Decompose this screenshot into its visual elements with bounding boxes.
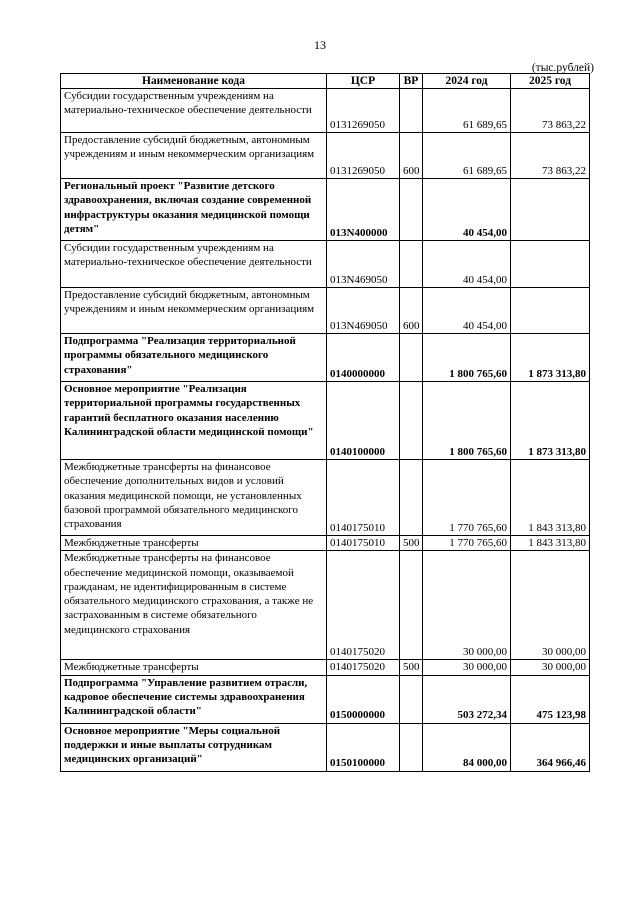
row-name: Предоставление субсидий бюджетным, автономным учреждениям и иным некоммерческим организациям xyxy=(61,133,327,179)
row-2025 xyxy=(511,288,590,334)
row-csr: 0150000000 xyxy=(327,675,400,723)
header-2025: 2025 год xyxy=(511,74,590,89)
header-vr: ВР xyxy=(400,74,423,89)
row-csr: 013N469050 xyxy=(327,288,400,334)
row-csr: 013N469050 xyxy=(327,241,400,288)
table-row xyxy=(61,382,590,460)
row-2025: 30 000,00 xyxy=(511,551,590,660)
page-number: 13 xyxy=(314,38,326,52)
row-vr xyxy=(400,334,423,382)
row-2024: 1 770 765,60 xyxy=(423,460,511,536)
row-csr: 0140175010 xyxy=(327,536,400,551)
header-csr: ЦСР xyxy=(327,74,400,89)
row-2025: 364 966,46 xyxy=(511,723,590,771)
row-vr xyxy=(400,89,423,133)
row-2024: 30 000,00 xyxy=(423,660,511,675)
row-2025: 1 873 313,80 xyxy=(511,382,590,460)
table-row xyxy=(61,241,590,288)
row-2025 xyxy=(511,241,590,288)
row-2024: 1 800 765,60 xyxy=(423,334,511,382)
row-vr xyxy=(400,241,423,288)
row-2024: 40 454,00 xyxy=(423,179,511,241)
row-2024: 40 454,00 xyxy=(423,288,511,334)
row-2024: 1 770 765,60 xyxy=(423,536,511,551)
row-vr: 600 xyxy=(400,288,423,334)
row-vr xyxy=(400,179,423,241)
row-2024: 1 800 765,60 xyxy=(423,382,511,460)
table-row xyxy=(61,133,590,179)
row-csr: 0140175010 xyxy=(327,460,400,536)
row-vr xyxy=(400,723,423,771)
row-csr: 013N400000 xyxy=(327,179,400,241)
row-name: Межбюджетные трансферты на финансовое обеспечение медицинской помощи, оказываемой гражданам, не идентифицированным в системе обязательного медицинского страхования, а также не застрахованным в системе обязательного медицинского страхования xyxy=(61,551,327,660)
table-row xyxy=(61,675,590,723)
row-name: Межбюджетные трансферты xyxy=(61,660,327,675)
table-row xyxy=(61,536,590,551)
row-csr: 0131269050 xyxy=(327,133,400,179)
row-name: Предоставление субсидий бюджетным, автономным учреждениям и иным некоммерческим организациям xyxy=(61,288,327,334)
table-row xyxy=(61,179,590,241)
row-csr: 0140100000 xyxy=(327,382,400,460)
row-2025: 1 873 313,80 xyxy=(511,334,590,382)
row-name: Субсидии государственным учреждениям на материально-техническое обеспечение деятельности xyxy=(61,89,327,133)
row-vr: 500 xyxy=(400,660,423,675)
table-row xyxy=(61,660,590,675)
row-vr xyxy=(400,551,423,660)
row-csr: 0150100000 xyxy=(327,723,400,771)
row-name: Основное мероприятие "Реализация территориальной программы государственных гарантий бесплатного оказания населению Калининградской области медицинской помощи" xyxy=(61,382,327,460)
row-vr xyxy=(400,460,423,536)
row-name: Региональный проект "Развитие детского здравоохранения, включая создание современной инфраструктуры оказания медицинской помощи детям" xyxy=(61,179,327,241)
table-header-row xyxy=(61,74,590,89)
row-name: Субсидии государственным учреждениям на материально-техническое обеспечение деятельности xyxy=(61,241,327,288)
row-name: Межбюджетные трансферты xyxy=(61,536,327,551)
row-2024: 84 000,00 xyxy=(423,723,511,771)
row-2025: 73 863,22 xyxy=(511,133,590,179)
row-2025: 30 000,00 xyxy=(511,660,590,675)
row-name: Межбюджетные трансферты на финансовое обеспечение дополнительных видов и условий оказания медицинской помощи, не установленных базовой программой обязательного медицинского страхования xyxy=(61,460,327,536)
row-2024: 30 000,00 xyxy=(423,551,511,660)
row-2025: 1 843 313,80 xyxy=(511,536,590,551)
row-2025: 1 843 313,80 xyxy=(511,460,590,536)
row-csr: 0131269050 xyxy=(327,89,400,133)
row-2024: 61 689,65 xyxy=(423,133,511,179)
row-vr: 600 xyxy=(400,133,423,179)
table-row xyxy=(61,460,590,536)
header-2024: 2024 год xyxy=(423,74,511,89)
row-vr: 500 xyxy=(400,536,423,551)
row-2024: 61 689,65 xyxy=(423,89,511,133)
row-2024: 40 454,00 xyxy=(423,241,511,288)
table-row xyxy=(61,723,590,771)
row-2025: 475 123,98 xyxy=(511,675,590,723)
row-csr: 0140175020 xyxy=(327,660,400,675)
table-row xyxy=(61,89,590,133)
row-vr xyxy=(400,382,423,460)
row-csr: 0140000000 xyxy=(327,334,400,382)
units-label: (тыс.рублей) xyxy=(531,62,594,74)
table-row xyxy=(61,288,590,334)
table-row xyxy=(61,334,590,382)
row-csr: 0140175020 xyxy=(327,551,400,660)
budget-table xyxy=(60,73,590,772)
row-vr xyxy=(400,675,423,723)
row-2025: 73 863,22 xyxy=(511,89,590,133)
row-2024: 503 272,34 xyxy=(423,675,511,723)
row-name: Подпрограмма "Управление развитием отрасли, кадровое обеспечение системы здравоохранения Калининградской области" xyxy=(61,675,327,723)
row-name: Основное мероприятие "Меры социальной поддержки и иные выплаты сотрудникам медицинских организаций" xyxy=(61,723,327,771)
row-name: Подпрограмма "Реализация территориальной программы обязательного медицинского страхования" xyxy=(61,334,327,382)
table-row xyxy=(61,551,590,660)
row-2025 xyxy=(511,179,590,241)
header-name: Наименование кода xyxy=(61,74,327,89)
